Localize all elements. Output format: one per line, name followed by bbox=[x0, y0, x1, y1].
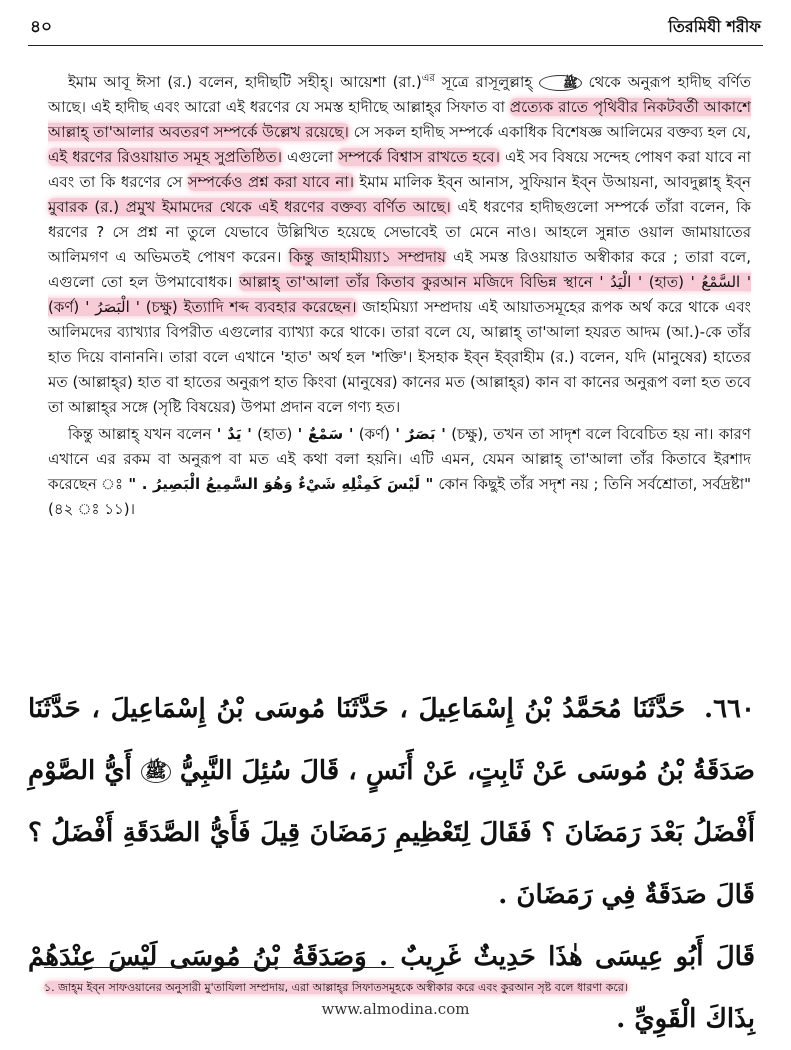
text-segment: (হাত) bbox=[251, 425, 298, 443]
header-rule bbox=[28, 45, 763, 46]
highlighted-text: কিন্তু জাহামীয়্যা১ সম্প্রদায় bbox=[288, 248, 446, 266]
footnote-rule bbox=[44, 967, 394, 968]
hadith-matn: أَيُّ الصَّوْمِ أَفْضَلُ بَعْدَ رَمَضَانَ ؟ فَقَالَ لِتَعْظِيمِ رَمَضَانَ قِيلَ فَأَيُّ الصَّدَقَةِ أَفْضَلُ ؟ قَالَ صَدَقَةٌ فِي رَمَضَانَ . bbox=[28, 756, 755, 910]
quran-verse: " لَيْسَ كَمِثْلِهِ شَيْءٌ وَهُوَ السَّمِيعُ الْبَصِيرُ . " bbox=[128, 475, 434, 493]
text-segment: সূত্রে রাসূলুল্লাহ্ bbox=[434, 73, 533, 91]
paragraph-2 bbox=[48, 422, 751, 522]
text-segment: সে সকল হাদীছ সম্পর্কে একাধিক বিশেষজ্ঞ আলিমের বক্তব্য হল যে, bbox=[348, 123, 751, 141]
footnote-text: ১. জাহ্‌ম ইব্‌ন সাফওয়ানের অনুসারী মু'তাযিলা সম্প্রদায়, এরা আল্লাহ্‌র সিফাতসমূহকে অস্বীকার করে এবং কুরআন সৃষ্ট বলে ধারণা করে। bbox=[44, 981, 628, 994]
highlighted-text: সম্পর্কে বিশ্বাস রাখতে হবে। bbox=[338, 148, 501, 166]
text-segment: ইমাম মালিক ইব্‌ন আনাস, সুফিয়ান ইব্‌ন উআয়না, আবদুল্লাহ্ ইব্‌ন bbox=[354, 173, 752, 191]
text-segment: থেকে অনুরূপ হাদীছ বর্ণিত আছে। এই হাদীছ এবং আরো এই ধরণের যে সমস্ত হাদীছে আল্লাহ্‌র সিফাত বা bbox=[48, 73, 751, 116]
text-segment: (কর্ণ) bbox=[353, 425, 396, 443]
text-segment: ইমাম আবূ ঈসা (র.) বলেন, হাদীছটি সহীহ্। আয়েশা (রা.) bbox=[68, 73, 422, 91]
text-segment: এই সমস্ত রিওয়ায়াত অস্বীকার করে ; তারা বলে, এগুলো তো হল উপমাবোধক। bbox=[48, 248, 751, 291]
running-title: তিরমিযী শরীফ bbox=[668, 17, 761, 36]
highlighted-text: সম্পর্কেও প্রশ্ন করা যাবে না। bbox=[187, 173, 354, 191]
text-segment: কিন্তু আল্লাহ্ যখন বলেন bbox=[68, 425, 217, 443]
text-segment: এগুলো bbox=[281, 148, 339, 166]
hadith-grading: قَالَ أَبُو عِيسَى هٰذَا حَدِيثٌ غَرِيبٌ . وَصَدَقَةُ بْنُ مُوسَى لَيْسَ عِنْدَهُمْ بِذَاكَ الْقَوِيِّ . bbox=[28, 942, 755, 1034]
text-segment: এই ধরণের হাদীছগুলো সম্পর্কে তাঁরা বলেন, কি ধরণের ? সে প্রশ্ন না তুলে যেভাবে উল্লিখিত হয়েছে সেভাবেই তা মেনে নাও। আহলে সুন্নাত ওয়াল জামায়াতের আলিমগণ এ অভিমতই পোষণ করেন। bbox=[48, 198, 751, 266]
paragraph-1 bbox=[48, 66, 751, 420]
highlighted-text: প্রত্যেক রাতে পৃথিবীর নিকটবর্তী আকাশে আল্লাহ্ তা'আলার অবতরণ সম্পর্কে উল্লেখ রয়েছে। bbox=[48, 98, 752, 141]
page-number: ৪০ bbox=[30, 17, 53, 37]
salawat-icon: ﷺ bbox=[539, 75, 582, 91]
footnote bbox=[44, 980, 747, 996]
text-segment: এই সব বিষয়ে সন্দেহ পোষণ করা যাবে না এবং তা কি ধরণের সে bbox=[48, 148, 752, 191]
arabic-term: ' سَمْعٌ ' bbox=[297, 425, 354, 443]
highlighted-text: মুবারক (র.) প্রমুখ ইমামদের থেকে এই ধরণের বক্তব্য বর্ণিত আছে। bbox=[48, 198, 451, 216]
website-url: www.almodina.com bbox=[321, 1000, 470, 1018]
text-segment: জাহমিয়্যা সম্প্রদায় এই আয়াতসমূহের রূপক অর্থ করে থাকে এবং আলিমদের ব্যাখ্যার বিপরীত এগুলোর ব্যাখ্যা করে থাকে। তারা বলে যে, আল্লাহ্ তা'আলা হযরত আদম (আ.)-কে তাঁর হাত দিয়ে বানাননি। তারা বলে এখানে 'হাত' অর্থ হল 'শক্তি'। ইসহাক ইব্‌ন ইব্‌রাহীম (র.) বলেন, যদি (মানুষের) হাতের মত (আল্লাহ্‌র) হাত বা হাতের অনুরূপ হাত কিংবা (মানুষের) কানের মত (আল্লাহ্‌র) কান বা কানের অনুরূপ বলা হত তবে তা আল্লাহ্‌র সঙ্গে (সৃষ্টি বিষয়ের) উপমা প্রদান বলে গণ্য হত। bbox=[48, 298, 751, 416]
arabic-term: ' بَصَرٌ ' bbox=[395, 425, 446, 443]
arabic-term: ' يَدٌ ' bbox=[216, 425, 252, 443]
text-segment: কোন কিছুই তাঁর সদৃশ নয় ; তিনি সর্বশ্রোতা, সর্বদ্রষ্টা" (৪২ ঃ ১১)। bbox=[48, 475, 751, 518]
hadith-number: ٦٦٠. bbox=[704, 694, 755, 724]
highlighted-text: আল্লাহ্ তা'আলা তাঁর কিতাব কুরআন মজিদে বিভিন্ন স্থানে ' الْيَدُ ' (হাত) ' السَّمْعُ ' (কর্ণ) ' الْبَصَرُ ' (চক্ষু) ইত্যাদি শব্দ ব্যবহার করেছেন। bbox=[48, 273, 751, 316]
salawat-icon: ﷺ bbox=[141, 761, 171, 783]
commentary-text bbox=[48, 66, 751, 524]
highlighted-text: এই ধরণের রিওয়ায়াত সমূহ সুপ্রতিষ্ঠিত। bbox=[48, 148, 282, 166]
text-segment: (চক্ষু), তখন তা সাদৃশ বলে বিবেচিত হয় না। কারণ এখানে এর রকম বা অনুরূপ বা মত এই কথা বলা হয়নি। এটি এমন, যেমন আল্লাহ্ তা'আলা তাঁর কিতাবে ইরশাদ করেছেন ঃ bbox=[48, 425, 751, 493]
hadith-isnad: حَدَّثَنَا مُحَمَّدُ بْنُ إِسْمَاعِيلَ ، حَدَّثَنَا مُوسَى بْنُ إِسْمَاعِيلَ ، حَدَّثَنَا صَدَقَةُ بْنُ مُوسَى عَنْ ثَابِتٍ، عَنْ أَنَسٍ ، قَالَ سُئِلَ النَّبِيُّ bbox=[28, 694, 755, 786]
superscript-note: এর bbox=[421, 73, 435, 84]
